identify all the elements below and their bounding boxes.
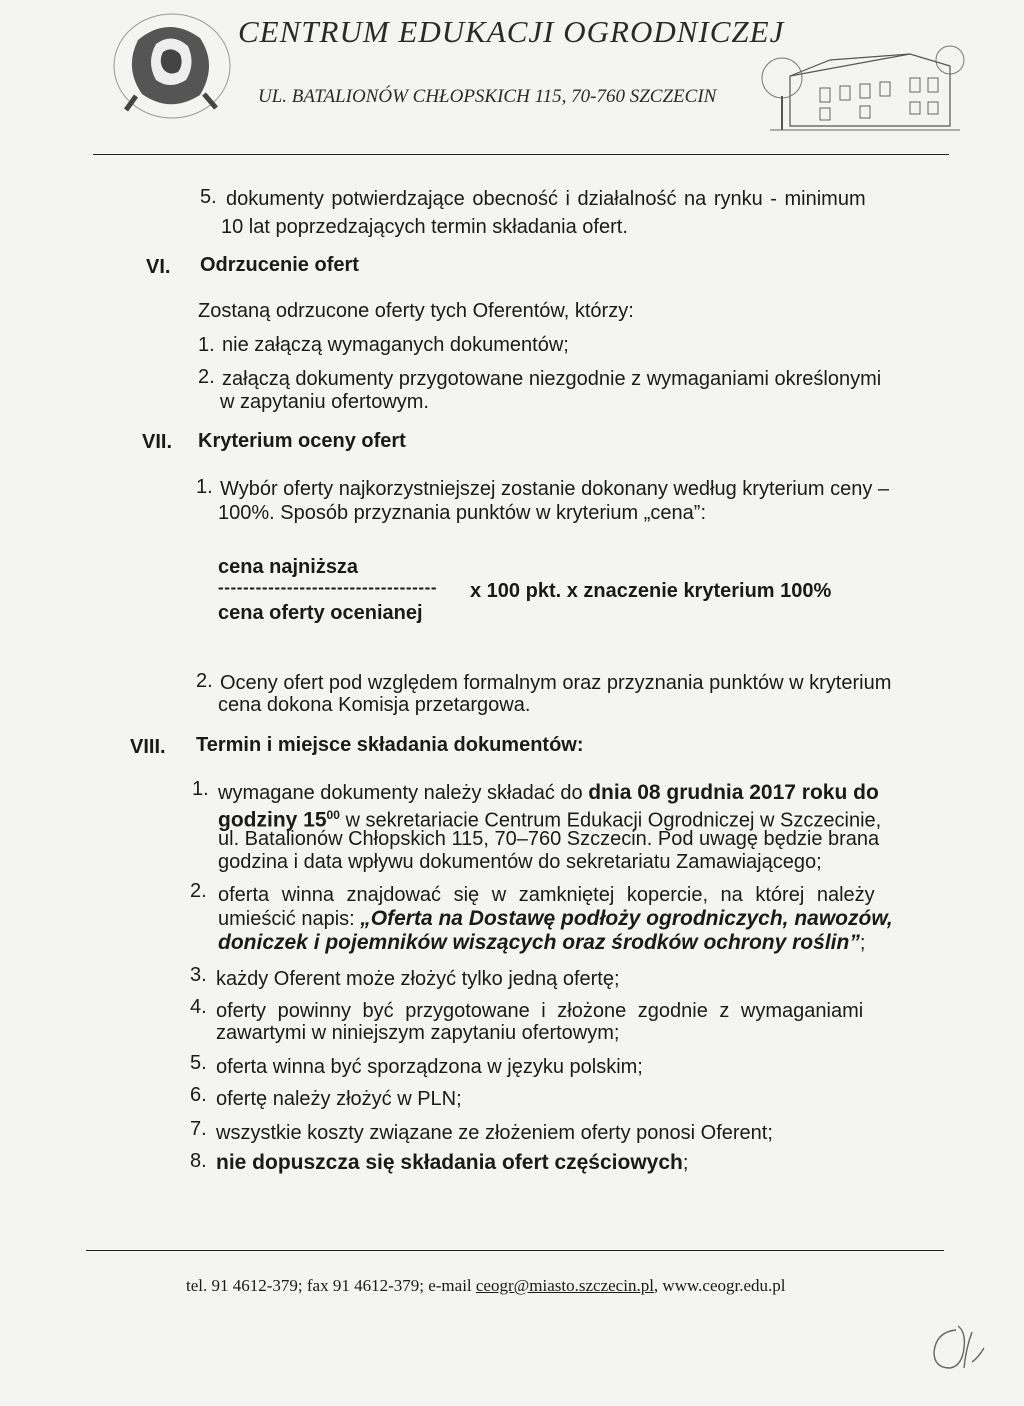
rose-logo-icon	[108, 10, 232, 122]
institution-name: CENTRUM EDUKACJI OGRODNICZEJ	[238, 14, 785, 49]
list-number: 2.	[198, 366, 215, 388]
text-run: ;	[682, 1152, 689, 1174]
list-number: 1.	[198, 334, 215, 356]
list-item-text	[216, 1152, 688, 1174]
list-number: 1.	[192, 778, 209, 800]
list-number: 5.	[200, 186, 217, 208]
list-number: 2.	[196, 670, 213, 692]
paragraph: Zostaną odrzucone oferty tych Oferentów, którzy:	[198, 300, 634, 322]
school-building-icon	[760, 26, 965, 138]
list-number: 5.	[190, 1052, 207, 1074]
section-number: VII.	[142, 431, 173, 453]
footer-phone-fax: tel. 91 4612-379; fax 91 4612-379; e-mail	[186, 1276, 476, 1295]
text-run-bold: nie dopuszcza się składania ofert częściowych	[216, 1151, 683, 1174]
list-item-text: ofertę należy złożyć w PLN;	[216, 1088, 462, 1110]
list-number: 1.	[196, 476, 213, 498]
formula-denominator: cena oferty ocenianej	[218, 602, 423, 624]
list-item-text: oferty powinny być przygotowane i złożone zgodnie z wymaganiami	[216, 1000, 864, 1022]
list-item-text: cena dokona Komisja przetargowa.	[218, 694, 531, 716]
list-item-text	[218, 782, 879, 804]
text-run: ;	[859, 932, 866, 954]
list-item-text: nie załączą wymaganych dokumentów;	[222, 334, 569, 356]
list-item-text: godzina i data wpływu dokumentów do sekretariatu Zamawiającego;	[218, 851, 822, 873]
list-item-text: wszystkie koszty związane ze złożeniem oferty ponosi Oferent;	[216, 1122, 773, 1144]
envelope-inscription: „Oferta na Dostawę podłoży ogrodniczych, nawozów,	[360, 907, 893, 930]
text-run: w sekretariacie Centrum Edukacji Ogrodniczej w Szczecinie,	[339, 809, 882, 832]
formula-fraction-line: -----------------------------------	[218, 578, 438, 597]
list-item-text: 10 lat poprzedzających termin składania ofert.	[221, 216, 628, 238]
footer-divider	[86, 1250, 944, 1251]
handwritten-initials-icon	[922, 1318, 992, 1378]
section-heading: Kryterium oceny ofert	[198, 430, 406, 452]
list-item-text: zawartymi w niniejszym zapytaniu ofertowym;	[216, 1022, 620, 1044]
list-item-text: załączą dokumenty przygotowane niezgodnie z wymaganiami określonymi	[222, 368, 882, 390]
section-heading: Termin i miejsce składania dokumentów:	[196, 734, 584, 756]
list-number: 3.	[190, 964, 207, 986]
list-item-text: dokumenty potwierdzające obecność i działalność na rynku - minimum	[226, 188, 866, 210]
header-divider	[93, 154, 949, 155]
section-number: VI.	[146, 256, 171, 278]
formula-multiplier: x 100 pkt. x znaczenie kryterium 100%	[470, 580, 832, 602]
list-number: 4.	[190, 996, 207, 1018]
list-item-text	[218, 932, 865, 954]
list-item-text: Oceny ofert pod względem formalnym oraz przyznania punktów w kryterium	[220, 672, 892, 694]
list-item-text: Wybór oferty najkorzystniejszej zostanie dokonany według kryterium ceny –	[220, 478, 890, 500]
institution-address: UL. BATALIONÓW CHŁOPSKICH 115, 70-760 SZCZECIN	[258, 86, 717, 107]
deadline-date: dnia 08 grudnia 2017 roku do	[588, 781, 879, 804]
list-number: 6.	[190, 1084, 207, 1106]
section-heading: Odrzucenie ofert	[200, 254, 359, 276]
footer-contact	[186, 1276, 785, 1296]
envelope-inscription: doniczek i pojemników wiszących oraz środków ochrony roślin”	[218, 931, 860, 954]
list-item-text: ul. Batalionów Chłopskich 115, 70–760 Szczecin. Pod uwagę będzie brana	[218, 828, 880, 850]
list-item-text	[218, 908, 893, 930]
list-item-text: każdy Oferent może złożyć tylko jedną ofertę;	[216, 968, 620, 990]
list-number: 7.	[190, 1118, 207, 1140]
list-item-text: w zapytaniu ofertowym.	[220, 391, 429, 413]
list-item-text: oferta winna znajdować się w zamkniętej kopercie, na której należy	[218, 884, 875, 906]
text-run: wymagane dokumenty należy składać do	[218, 782, 589, 804]
footer-website: , www.ceogr.edu.pl	[653, 1276, 786, 1295]
deadline-minutes: 00	[326, 808, 340, 822]
section-number: VIII.	[130, 736, 166, 758]
formula-numerator: cena najniższa	[218, 556, 359, 578]
list-number: 2.	[190, 880, 207, 902]
list-item-text: 100%. Sposób przyznania punktów w kryterium „cena”:	[218, 502, 707, 524]
text-run: umieścić napis:	[218, 908, 361, 930]
list-item-text: oferta winna być sporządzona w języku polskim;	[216, 1056, 643, 1078]
deadline-hour: godziny 15	[218, 808, 327, 832]
footer-email-link[interactable]: ceogr@miasto.szczecin.pl	[475, 1276, 654, 1295]
list-number: 8.	[190, 1150, 207, 1172]
